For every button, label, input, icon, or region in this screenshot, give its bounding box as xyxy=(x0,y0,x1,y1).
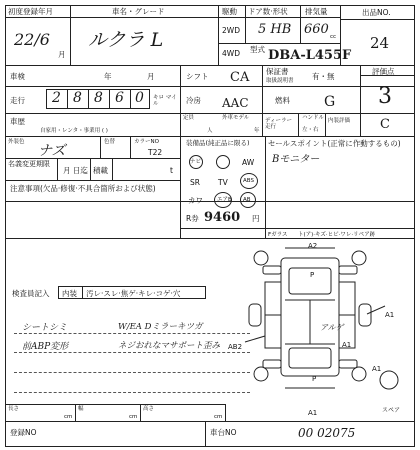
shaken-year-unit: 年 xyxy=(104,72,112,81)
mileage-digit: 8 xyxy=(73,90,82,106)
fuel-label: 燃料 xyxy=(275,96,290,105)
inspector-line: シートシミ xyxy=(22,323,68,333)
capacity-label: 定員 xyxy=(183,115,195,121)
grade-label: 評価点 xyxy=(372,67,395,76)
reg-no-label: 登録NO xyxy=(10,428,37,437)
model-label: 型式 xyxy=(250,45,265,54)
dealer-label: ディーラー走行 xyxy=(265,118,293,130)
damage-mark: アルゲ xyxy=(320,323,344,332)
shaken-month-unit: 月 xyxy=(147,72,155,81)
damage-mark: A1 xyxy=(342,341,352,349)
interior-grade-label: 内装評価 xyxy=(328,118,351,124)
chassis-no-value: 00 02075 xyxy=(298,426,356,440)
mileage-digit: 6 xyxy=(115,90,124,106)
drive-label: 駆動 xyxy=(222,7,237,16)
equipment-title: 装備品(純正品に限る) xyxy=(186,139,250,147)
shift-label: シフト xyxy=(186,72,209,81)
equipment-item: SR xyxy=(190,178,200,187)
equipment-item: TV xyxy=(218,178,228,187)
cc-unit: cc xyxy=(330,34,337,40)
inspector-label: 検査員記入 xyxy=(12,289,50,298)
interior-options: 汚レ·スレ·焦ゲ·キレ·コゲ·穴 xyxy=(86,289,181,298)
mileage-label: 走行 xyxy=(10,96,25,105)
warranty-value: 有・無 xyxy=(312,72,335,81)
height-label: 高さ xyxy=(143,406,155,412)
equipment-item: AW xyxy=(242,158,255,167)
sales-point-value: Bモニター xyxy=(272,154,320,165)
color-code-label: 色替 xyxy=(104,139,116,145)
car-name-label: 車名・グレード xyxy=(112,7,165,16)
damage-mark: AB2 xyxy=(228,343,243,351)
height-unit: cm xyxy=(214,414,223,420)
warranty-sub: 取扱説明書 xyxy=(266,78,294,84)
model-year-label: 外車モデル xyxy=(222,115,250,121)
first-reg-label: 初度登録年月 xyxy=(8,7,53,16)
weight-unit: t xyxy=(170,166,173,175)
warranty-label: 保証書 xyxy=(266,67,289,76)
car-name-value: ルクラ L xyxy=(88,29,164,51)
equipment-item: ナビ xyxy=(190,159,202,165)
interior-label: 内装 xyxy=(62,289,77,298)
shaken-label: 車検 xyxy=(10,72,25,81)
color-label: 外装色 xyxy=(8,139,25,145)
damage-mark: A2 xyxy=(308,242,318,250)
aw-mark-icon xyxy=(216,155,230,169)
mileage-digit: 2 xyxy=(52,90,61,106)
inspector-note: W/EA Dミラーキツガ xyxy=(118,322,203,332)
inspector-note: ネジおれなマサポート歪み xyxy=(118,341,221,351)
handle-value: 左・右 xyxy=(302,127,319,133)
name-change-label: 名義変更期限 xyxy=(8,160,50,168)
width-label: 幅 xyxy=(78,406,84,412)
equipment-item: カワ xyxy=(188,196,203,205)
name-change-date: 月 日迄 xyxy=(63,166,88,175)
length-unit: cm xyxy=(64,414,73,420)
equipment-item: AB xyxy=(243,197,251,203)
loading-label: 積載 xyxy=(93,166,108,175)
doors-value: 5 HB xyxy=(258,22,292,37)
sales-point-title: セールスポイント(正常に作動するもの) xyxy=(268,139,401,148)
recycle-label: R券 xyxy=(186,214,199,223)
damage-mark: A1 xyxy=(372,365,382,373)
damage-mark: P xyxy=(312,375,317,383)
equipment-item: エアB xyxy=(217,197,232,203)
inspector-line: 前ABP変形 xyxy=(22,342,69,352)
damage-mark: P xyxy=(310,271,315,279)
history-options: 自家用・レンタ・事業用 ( ) xyxy=(40,128,108,134)
mileage-unit: キロ マイル xyxy=(153,95,177,107)
mileage-digit: 0 xyxy=(135,90,144,106)
damage-mark: A1 xyxy=(308,409,318,417)
capacity-unit: 人 xyxy=(207,128,213,134)
length-label: 長さ xyxy=(8,406,20,412)
shift-value: CA xyxy=(230,70,250,85)
color-no-label: カラーNO xyxy=(134,139,159,145)
recycle-value: 9460 xyxy=(204,210,241,225)
chassis-no-label: 車台NO xyxy=(210,428,237,437)
lot-value: 24 xyxy=(370,34,390,52)
model-value: DBA-L455F xyxy=(268,48,352,63)
lot-label: 出品NO. xyxy=(362,8,391,17)
displacement-value: 660 xyxy=(304,22,329,37)
width-unit: cm xyxy=(129,414,138,420)
damage-mark: A1 xyxy=(385,311,395,319)
mileage-digit: 8 xyxy=(94,90,103,106)
grade-value: 3 xyxy=(378,84,392,109)
drive-4wd: 4WD xyxy=(222,49,240,58)
doors-label: ドア数·形状 xyxy=(248,7,288,16)
interior-grade-value: C xyxy=(380,117,390,132)
color-value: ナズ xyxy=(38,143,66,159)
aircon-value: AAC xyxy=(222,96,249,110)
fuel-value: G xyxy=(324,94,336,110)
handle-label: ハンドル xyxy=(302,115,325,121)
aircon-label: 冷房 xyxy=(186,96,201,105)
color-no-value: T22 xyxy=(148,148,163,157)
spare-label: スペア xyxy=(382,407,401,414)
recycle-unit: 円 xyxy=(252,214,260,223)
displacement-label: 排気量 xyxy=(305,7,328,16)
model-year-unit: 年 xyxy=(254,128,260,134)
history-label: 車歴 xyxy=(10,117,25,126)
mileage-box xyxy=(46,89,150,109)
glass-options: ト(ア)·キズ·ヒビ·ワレ·リペア跡 xyxy=(298,232,376,238)
first-reg-value: 22/6 xyxy=(14,30,50,49)
equipment-item: ABS xyxy=(243,178,254,184)
notes-title: 注意事項(欠品·修復·不具合箇所および状態) xyxy=(10,184,156,193)
glass-label: Fガラス xyxy=(268,232,288,238)
month-unit: 月 xyxy=(58,50,66,59)
drive-2wd: 2WD xyxy=(222,26,240,35)
